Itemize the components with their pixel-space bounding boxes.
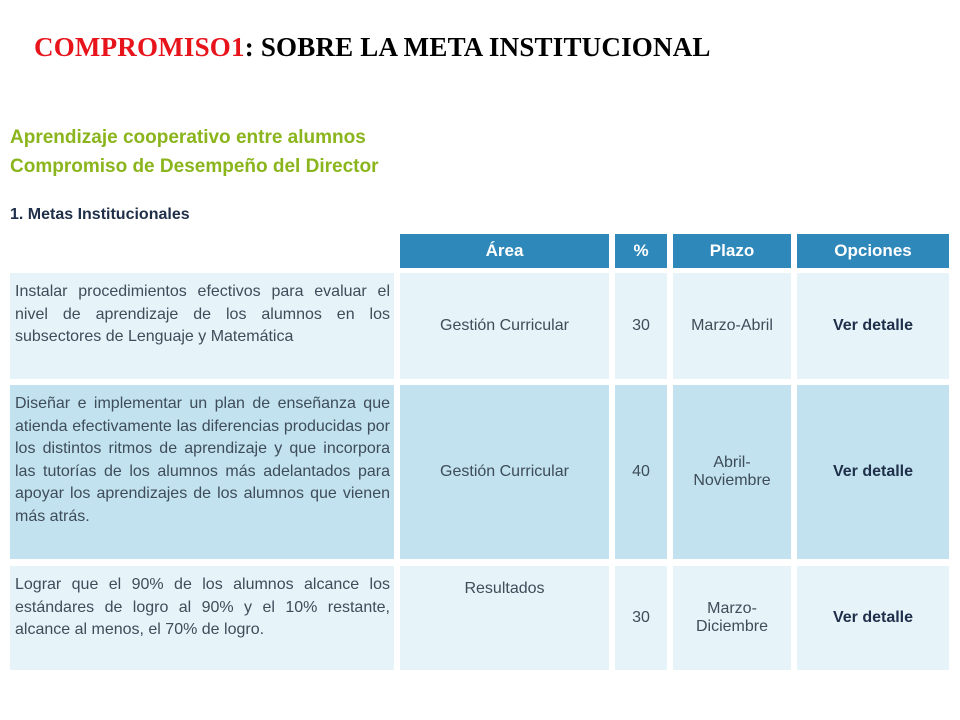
header-opciones: Opciones	[797, 234, 949, 268]
row3-area: Resultados	[400, 566, 609, 670]
slide-title-rest: : SOBRE LA META INSTITUCIONAL	[244, 32, 711, 62]
slide-title-prefix: COMPROMISO1	[34, 32, 245, 62]
row1-ver-detalle-link[interactable]: Ver detalle	[832, 317, 914, 334]
row2-percent: 40	[615, 385, 667, 559]
row2-description: Diseñar e implementar un plan de enseñanza que atienda efectivamente las diferencias producidas por los distintos ritmos de aprendizaje y que incorpora las tutorías de los alumnos más adelantados para apoyar los aprendizajes de los alumnos que vienen más atrás.	[10, 385, 394, 559]
row2-plazo-line1: Abril-	[713, 454, 751, 471]
row2-plazo-line2: Noviembre	[693, 472, 771, 489]
heading-line-2: Compromiso de Desempeño del Director	[10, 156, 379, 177]
row3-percent: 30	[615, 566, 667, 670]
slide-title	[34, 32, 711, 63]
section-title: 1. Metas Institucionales	[10, 206, 190, 223]
row1-area: Gestión Curricular	[400, 273, 609, 379]
row3-plazo-line2: Diciembre	[695, 618, 768, 635]
row3-detail-cell	[797, 566, 949, 670]
row3-description: Lograr que el 90% de los alumnos alcance los estándares de logro al 90% y el 10% restante, alcance al menos, el 70% de logro.	[10, 566, 394, 670]
heading-line-1: Aprendizaje cooperativo entre alumnos	[10, 127, 366, 148]
row3-plazo	[673, 566, 791, 670]
row1-percent: 30	[615, 273, 667, 379]
row2-detail-cell	[797, 385, 949, 559]
row1-plazo: Marzo-Abril	[673, 273, 791, 379]
row3-plazo-line1: Marzo-	[707, 600, 757, 617]
row1-description: Instalar procedimientos efectivos para evaluar el nivel de aprendizaje de los alumnos en los subsectores de Lenguaje y Matemática	[10, 273, 394, 379]
row3-ver-detalle-link[interactable]: Ver detalle	[832, 609, 914, 626]
row2-ver-detalle-link[interactable]: Ver detalle	[832, 463, 914, 480]
header-percent: %	[615, 234, 667, 268]
header-area: Área	[400, 234, 609, 268]
row1-detail-cell	[797, 273, 949, 379]
row2-plazo	[673, 385, 791, 559]
row2-area: Gestión Curricular	[400, 385, 609, 559]
header-plazo: Plazo	[673, 234, 791, 268]
